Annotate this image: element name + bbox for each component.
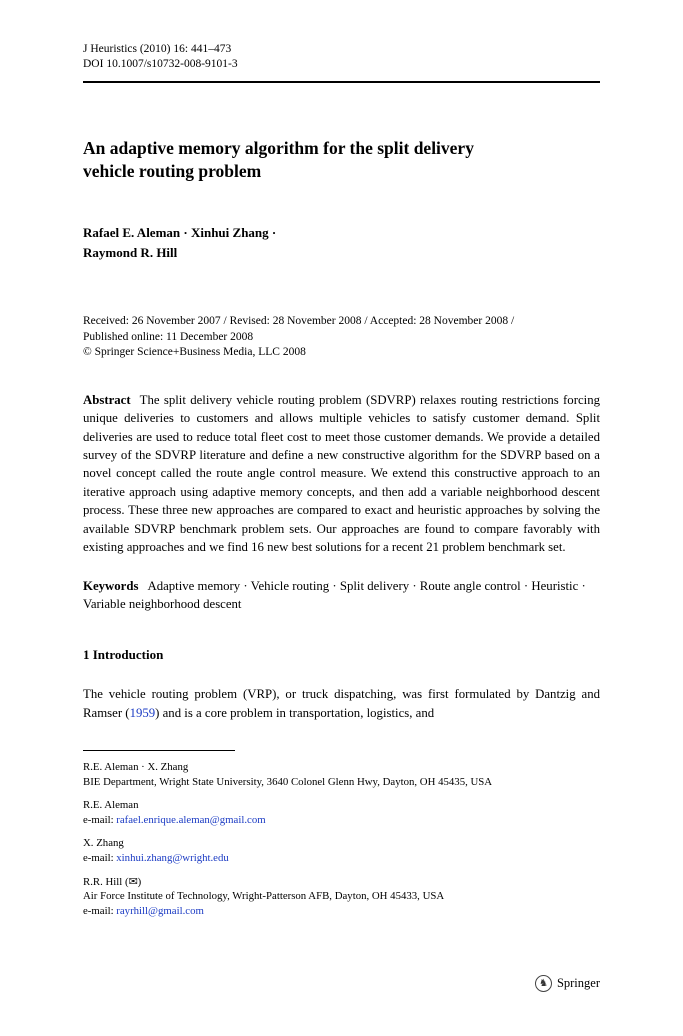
footnote-email-line (83, 904, 600, 919)
footnote-affiliation: BIE Department, Wright State University, 3640 Colonel Glenn Hwy, Dayton, OH 45435, USA (83, 775, 493, 788)
email-label: e-mail: (83, 813, 117, 826)
email-link-hill[interactable]: rayrhill@gmail.com (116, 904, 204, 917)
footnote-names: R.E. Aleman · X. Zhang (83, 761, 189, 774)
footnote-author-aleman (83, 798, 600, 827)
email-label: e-mail: (83, 904, 117, 917)
section-heading-introduction: 1 Introduction (83, 647, 164, 663)
abstract-label: Abstract (83, 392, 131, 407)
page-title (83, 137, 600, 183)
footnote-author-hill (83, 875, 600, 919)
title-line-1: An adaptive memory algorithm for the split delivery (83, 138, 474, 158)
author-list (83, 223, 600, 262)
introduction-paragraph (83, 685, 600, 722)
footnote-email-line (83, 813, 600, 828)
copyright-line: © Springer Science+Business Media, LLC 2008 (83, 346, 306, 359)
footnote-names: X. Zhang (83, 837, 124, 850)
abstract-text: The split delivery vehicle routing problem (SDVRP) relaxes routing restrictions forcing unique deliveries to customers and allows multiple vehicles to satisfy customer demand. Split deliveries are used to reduce total fleet cost to meet those customer demands. We provide a detailed survey of the SDVRP literature and define a new constructive algorithm for the SDVRP based on a novel concept called the route angle control measure. We extend this constructive approach to an iterative approach using adaptive memory concepts, and then add a variable neighborhood descent process. These three new approaches are compared to exact and heuristic approaches by solving the available SDVRP benchmark problem sets. Our approaches are found to compare favorably with existing approaches and we find 16 new best solutions for a recent 21 problem benchmark set. (83, 392, 600, 555)
author-line-2: Raymond R. Hill (83, 244, 178, 260)
abstract-paragraph (83, 391, 600, 557)
publisher-name: Springer (556, 976, 600, 990)
footnote-rule (83, 750, 235, 751)
keywords-paragraph (83, 577, 600, 614)
footnote-affiliation: Air Force Institute of Technology, Wright-Patterson AFB, Dayton, OH 45433, USA (83, 890, 445, 903)
publisher-footer (535, 975, 600, 992)
header-rule (83, 81, 600, 83)
email-link-zhang[interactable]: xinhui.zhang@wright.edu (116, 852, 229, 865)
intro-text-before-citation: The vehicle routing problem (VRP), or truck dispatching, was first formulated by Dantzig and Ramser ( (83, 687, 600, 720)
footnote-names: R.E. Aleman (83, 799, 139, 812)
keywords-label: Keywords (83, 578, 139, 593)
published-online: Published online: 11 December 2008 (83, 330, 254, 343)
footnote-author-zhang (83, 836, 600, 865)
keywords-text: Adaptive memory · Vehicle routing · Split delivery · Route angle control · Heuristic · Variable neighborhood descent (83, 578, 586, 611)
email-link-aleman[interactable]: rafael.enrique.aleman@gmail.com (116, 813, 266, 826)
title-line-2: vehicle routing problem (83, 161, 262, 182)
article-meta (83, 314, 600, 361)
footnote-affiliations-1 (83, 760, 600, 789)
springer-logo-icon: ♞ (535, 975, 552, 992)
email-label: e-mail: (83, 852, 117, 865)
journal-header (83, 42, 600, 72)
citation-link-1959[interactable]: 1959 (129, 705, 156, 720)
journal-citation: J Heuristics (2010) 16: 441–473 (83, 43, 232, 55)
doi-line: DOI 10.1007/s10732-008-9101-3 (83, 58, 238, 70)
intro-text-after-citation: ) and is a core problem in transportation, logistics, and (155, 705, 435, 720)
received-dates: Received: 26 November 2007 / Revised: 28 November 2008 / Accepted: 28 November 2008 / (83, 315, 515, 328)
footnote-email-line (83, 851, 600, 866)
footnote-names: R.R. Hill (✉) (83, 875, 142, 888)
author-line-1: Rafael E. Aleman · Xinhui Zhang · (83, 225, 277, 241)
